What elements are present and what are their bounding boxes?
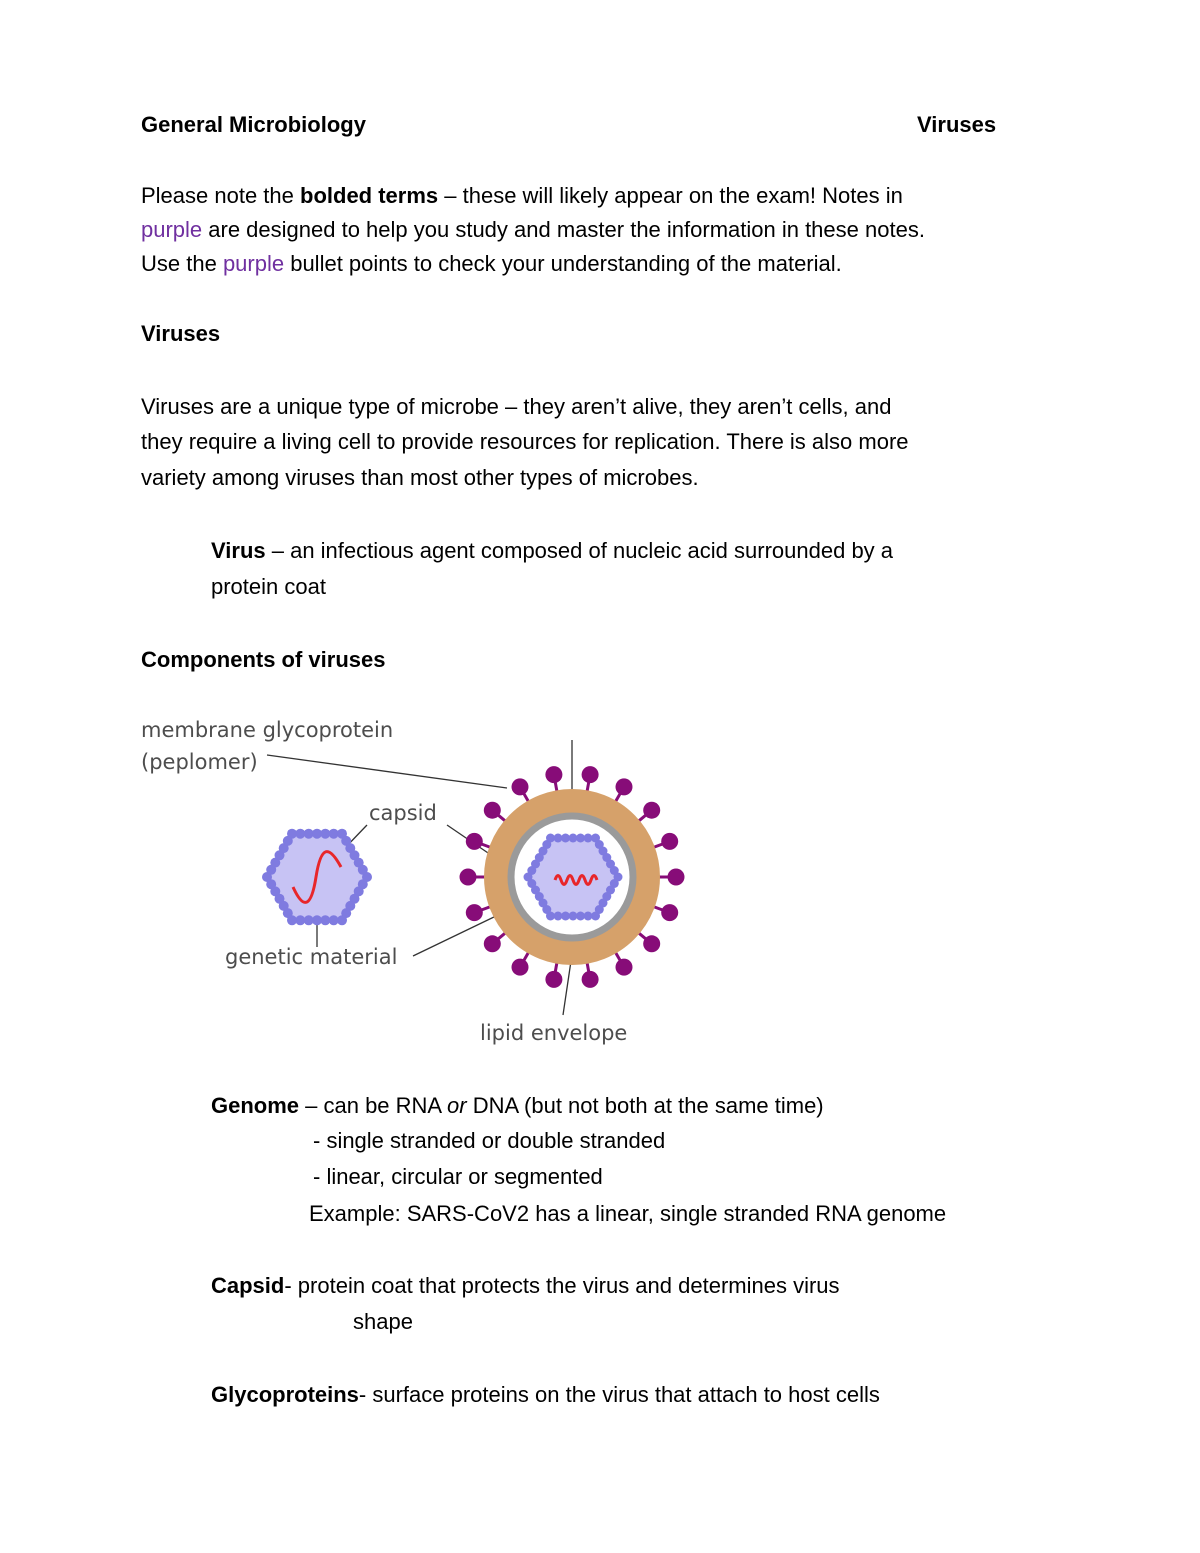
virus-definition-line-1: Virus – an infectious agent composed of nucleic acid surrounded by a: [211, 538, 894, 563]
section-heading-components: Components of viruses: [141, 647, 386, 672]
spike-head: [668, 869, 685, 886]
label-capsid: capsid: [369, 801, 437, 825]
spike-head: [512, 778, 529, 795]
enveloped-virus: [460, 766, 685, 988]
spike-head: [466, 833, 483, 850]
label-glycoprotein-1: membrane glycoprotein: [141, 718, 394, 742]
intro-line-1: Please note the bolded terms – these will likely appear on the exam! Notes in: [141, 183, 903, 208]
spike-head: [616, 778, 633, 795]
spike-head: [512, 959, 529, 976]
capsomere: [358, 865, 368, 875]
label-genetic-material: genetic material: [225, 945, 398, 969]
label-glycoprotein-2: (peplomer): [141, 750, 258, 774]
label-lipid-envelope: lipid envelope: [480, 1021, 628, 1045]
section-heading-viruses: Viruses: [141, 321, 221, 346]
spike-head: [582, 971, 599, 988]
spike-head: [466, 904, 483, 921]
viruses-para-line-3: variety among viruses than most other types of microbes.: [141, 465, 699, 490]
virus-definition-line-2: protein coat: [211, 574, 326, 599]
intro-line-3: Use the purple bullet points to check your understanding of the material.: [141, 251, 842, 276]
term-genome: Genome: [211, 1093, 300, 1118]
purple-word: purple: [141, 217, 203, 242]
envelope-leader-line: [563, 961, 571, 1015]
capsomere: [610, 866, 619, 875]
capsid-definition: Capsid- protein coat that protects the virus and determines virus: [211, 1273, 840, 1298]
term-capsid: Capsid: [211, 1273, 285, 1298]
bolded-terms: bolded terms: [300, 183, 439, 208]
purple-word: purple: [222, 251, 285, 276]
viruses-para-line-2: they require a living cell to provide resources for replication. There is also more: [141, 429, 909, 454]
spike-head: [545, 971, 562, 988]
virus-diagram: [135, 705, 695, 1065]
term-glycoproteins: Glycoproteins: [211, 1382, 359, 1407]
spike-head: [582, 766, 599, 783]
spike-head: [484, 935, 501, 952]
spike-head: [643, 802, 660, 819]
course-title: General Microbiology: [141, 112, 366, 137]
spike-head: [661, 833, 678, 850]
spike-head: [460, 869, 477, 886]
spike-head: [545, 766, 562, 783]
genome-definition: Genome – can be RNA or DNA (but not both at the same time): [211, 1093, 824, 1118]
genome-example: Example: SARS-CoV2 has a linear, single stranded RNA genome: [309, 1201, 947, 1226]
glycoproteins-definition: Glycoproteins- surface proteins on the virus that attach to host cells: [211, 1382, 880, 1407]
naked-capsid-virus: [262, 829, 372, 926]
intro-line-2: purple are designed to help you study and master the information in these notes.: [141, 217, 925, 242]
spike-head: [484, 802, 501, 819]
spike-head: [661, 904, 678, 921]
topic-title: Viruses: [917, 112, 997, 137]
capsid-definition-cont: shape: [353, 1309, 413, 1334]
spike-head: [616, 959, 633, 976]
term-virus: Virus: [211, 538, 266, 563]
viruses-para-line-1: Viruses are a unique type of microbe – they aren’t alive, they aren’t cells, and: [141, 394, 892, 419]
genome-bullet-1: - single stranded or double stranded: [313, 1128, 666, 1153]
genome-bullet-2: - linear, circular or segmented: [313, 1164, 603, 1189]
glycoprotein-leader-line: [267, 755, 507, 788]
spike-head: [643, 935, 660, 952]
